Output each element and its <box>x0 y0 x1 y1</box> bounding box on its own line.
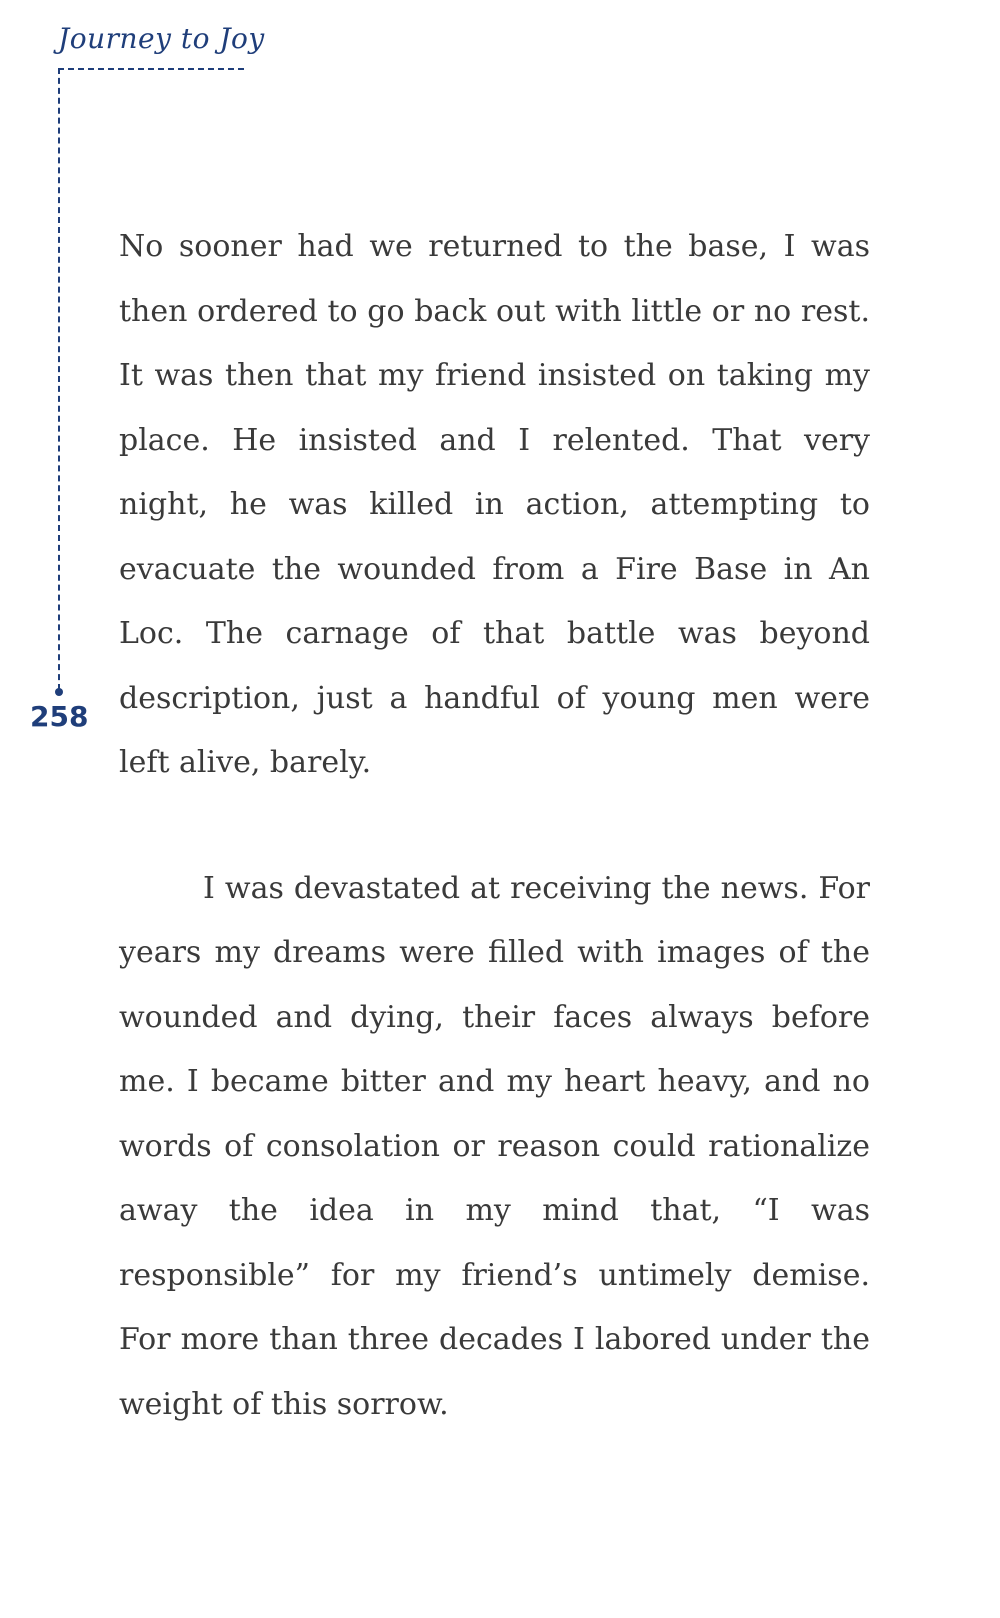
rule-end-dot <box>55 688 63 696</box>
paragraph: No sooner had we returned to the base, I was then ordered to go back out with little or no rest. It was then that my friend insisted on taking my place. He insisted and I relented. That very night, he was killed in action, attempting to evacuate the wounded from a Fire Base in An Loc. The carnage of that battle was beyond description, just a handful of young men were left alive, barely. <box>119 229 870 780</box>
running-title: Journey to Joy <box>58 22 265 55</box>
margin-dashed-rule <box>58 68 60 690</box>
body-text <box>119 215 870 1437</box>
page-number: 258 <box>30 700 89 733</box>
header-dashed-rule <box>58 68 244 70</box>
paragraph: I was devastated at receiving the news. For years my dreams were filled with images of the wounded and dying, their faces always before me. I became bitter and my heart heavy, and no words of consolation or reason could rationalize away the idea in my mind that, “I was responsible” for my friend’s untimely demise. For more than three decades I labored under the weight of this sorrow. <box>119 870 870 1422</box>
